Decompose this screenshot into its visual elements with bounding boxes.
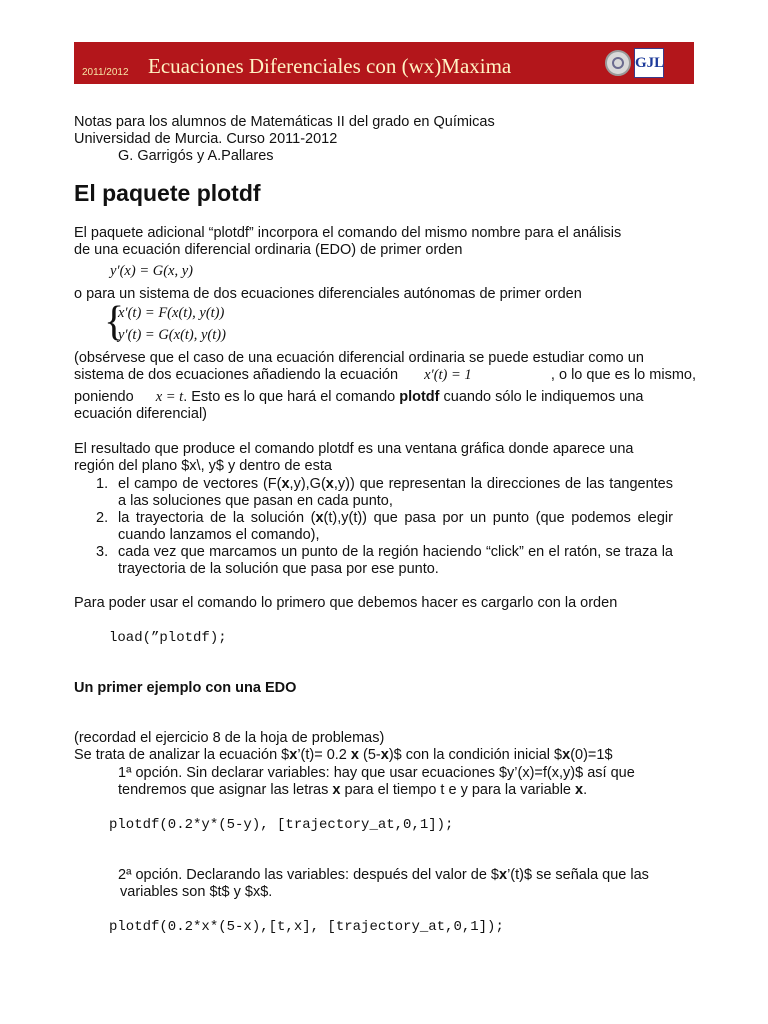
code-option-1: plotdf(0.2*y*(5-y), [trajectory_at,0,1]); [109,817,454,833]
header-year: 2011/2012 [82,67,129,78]
para5-line-2: Se trata de analizar la ecuación $x’(t)= 0.2 x (5-x)$ con la condición inicial $x(0)=1$ [74,747,613,763]
para2-line-4: ecuación diferencial) [74,406,207,422]
para2-line-2: sistema de dos ecuaciones añadiendo la ecuación x′(t) = 1 , o lo que es lo mismo, [74,367,696,383]
para2-line-3: poniendo x = t. Esto es lo que hará el comando plotdf cuando sólo le indiquemos una [74,389,644,405]
code-option-2: plotdf(0.2*x*(5-x),[t,x], [trajectory_at,0,1]); [109,919,504,935]
intro-line-2: Universidad de Murcia. Curso 2011-2012 [74,131,338,147]
header-banner [74,42,694,84]
para1-line-2: de una ecuación diferencial ordinaria (EDO) de primer orden [74,242,463,258]
system-brace: { [104,299,125,345]
option1-line-1: 1ª opción. Sin declarar variables: hay que usar ecuaciones $y’(x)=f(x,y)$ así que [118,765,635,781]
para2-line-1: (obsérvese que el caso de una ecuación diferencial ordinaria se puede estudiar como un [74,350,644,366]
header-title: Ecuaciones Diferenciales con (wx)Maxima [148,54,512,78]
para1-line-1: El paquete adicional “plotdf” incorpora el comando del mismo nombre para el análisis [74,225,622,241]
intro-line-1: Notas para los alumnos de Matemáticas II del grado en Químicas [74,114,495,130]
department-logo: GJL [634,48,664,78]
option2-line-2: variables son $t$ y $x$. [120,884,273,900]
option1-line-2: tendremos que asignar las letras x para el tiempo t e y para la variable x. [118,782,588,798]
subsection-title: Un primer ejemplo con una EDO [74,680,297,696]
para3-line-2: región del plano $x\, y$ y dentro de esta [74,458,332,474]
equation-system-1: x′(t) = F(x(t), y(t)) [118,305,225,321]
intro-authors: G. Garrigós y A.Pallares [118,148,274,164]
section-title: El paquete plotdf [74,180,261,206]
option2-line-1: 2ª opción. Declarando las variables: después del valor de $x’(t)$ se señala que las [118,867,649,883]
para5-line-1: (recordad el ejercicio 8 de la hoja de problemas) [74,730,385,746]
para1-line-3: o para un sistema de dos ecuaciones diferenciales autónomas de primer orden [74,286,582,302]
para4: Para poder usar el comando lo primero que debemos hacer es cargarlo con la orden [74,595,618,611]
equation-edo: y′(x) = G(x, y) [110,263,193,279]
equation-system-2: y′(t) = G(x(t), y(t)) [118,327,226,343]
code-load: load(”plotdf); [109,630,227,646]
university-seal-logo [605,50,631,76]
para3-line-1: El resultado que produce el comando plotdf es una ventana gráfica donde aparece una [74,441,634,457]
